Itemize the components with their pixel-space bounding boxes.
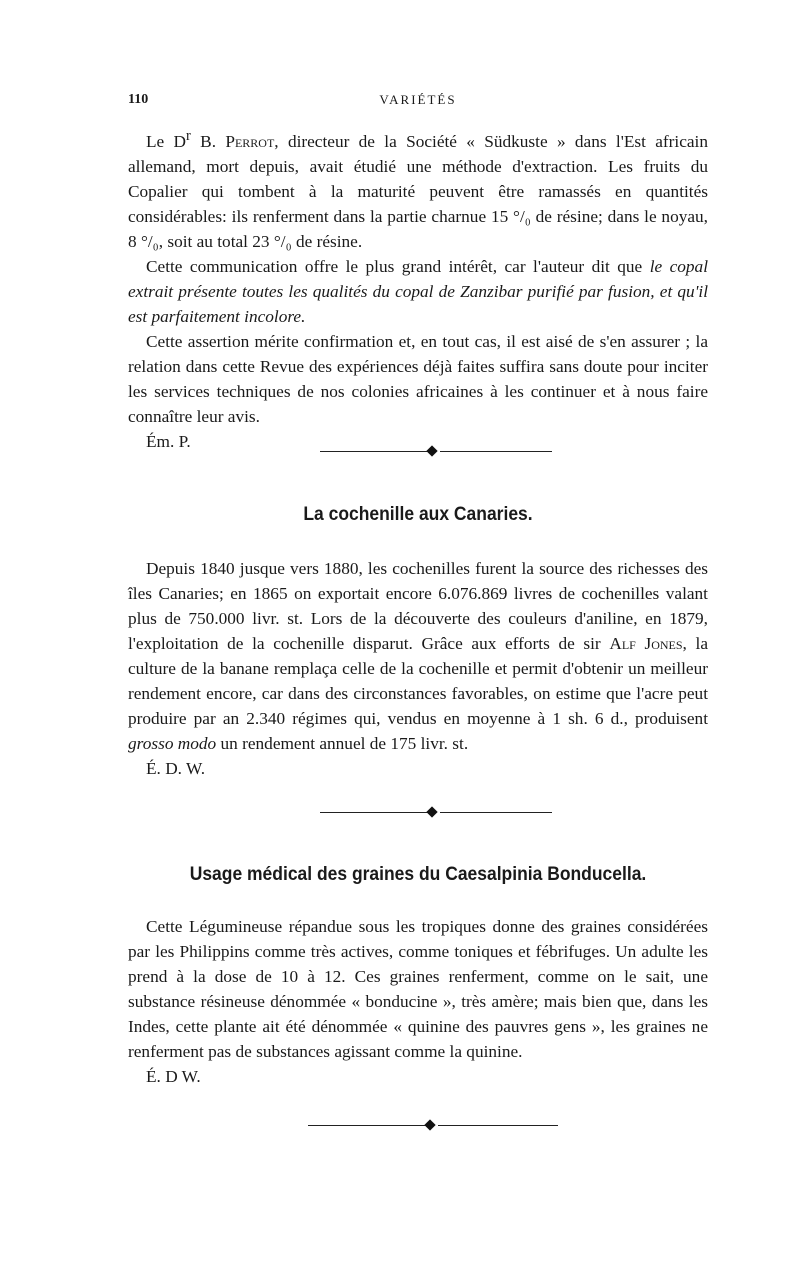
copal-paragraph-2 bbox=[128, 254, 708, 329]
caesalpinia-title: Usage médical des graines du Caesalpinia Bonducella. bbox=[189, 864, 647, 885]
text-run: un rendement annuel de 175 livr. st. bbox=[216, 734, 469, 753]
text-run: Depuis 1840 jusque vers 1880, les cochenilles furent la source des richesses des îles Canaries; en 1865 on exportait encore 6.076.869 livres de cochenilles valant plus de 750.000 livr. st. Lors de la découverte des couleurs d'aniline, en 1879, l'exploitation de la cochenille disparut. Grâce aux efforts de sir bbox=[128, 559, 708, 653]
text-run: B. bbox=[190, 131, 226, 151]
page-number: 110 bbox=[128, 92, 149, 107]
caesalpinia-signature: É. D W. bbox=[146, 1067, 201, 1086]
text-run: Alf Jones bbox=[609, 634, 683, 653]
text-run: r bbox=[186, 128, 191, 144]
copal-paragraph-3 bbox=[128, 329, 708, 429]
section-divider bbox=[308, 1120, 558, 1132]
text-run: Cette assertion mérite confirmation et, en tout cas, il est aisé de s'en assurer ; la relation dans cette Revue des expériences déjà faites suffira sans doute pour inciter les services techniques de nos colonies africaines à les continuer et à nous faire connaître leur avis. bbox=[128, 331, 708, 426]
caesalpinia-article bbox=[128, 914, 708, 1089]
copal-article bbox=[128, 124, 708, 454]
text-run: grosso modo bbox=[128, 734, 217, 753]
cochenille-signature: É. D. W. bbox=[146, 759, 206, 778]
text-run: Cette communication offre le plus grand intérêt, car l'auteur dit que bbox=[146, 256, 650, 276]
section-divider bbox=[320, 446, 552, 458]
running-head: VARIÉTÉS bbox=[379, 92, 457, 107]
copal-paragraph-1 bbox=[128, 124, 708, 254]
text-run: Perrot bbox=[225, 131, 275, 151]
cochenille-paragraph bbox=[128, 556, 708, 756]
cochenille-title: La cochenille aux Canaries. bbox=[303, 504, 533, 525]
copal-signature: Ém. P. bbox=[146, 431, 191, 451]
section-divider bbox=[320, 807, 552, 819]
caesalpinia-paragraph bbox=[128, 914, 708, 1064]
text-run: Le D bbox=[146, 131, 187, 151]
text-run: , la culture de la banane remplaça celle de la cochenille et permit d'obtenir un meilleur rendement encore, car dans des circonstances favorables, on estime que l'acre peut produire par an 2.340 régimes qui, vendus en moyenne à 1 sh. 6 d., produisent bbox=[128, 634, 708, 728]
text-run: , directeur de la Société « Südkuste » dans l'Est africain allemand, mort depuis, avait étudié une méthode d'extraction. Les fruits du Copalier qui tombent à la maturité peuvent être ramassés en quantités considérables: ils renferment dans la partie charnue 15 °/₀ de résine; dans le noyau, 8 °/₀, soit au total 23 °/₀ de résine. bbox=[128, 131, 708, 251]
page-header bbox=[128, 92, 708, 112]
text-run: Cette Légumineuse répandue sous les tropiques donne des graines considérées par les Philippins comme très actives, comme toniques et fébrifuges. Un adulte les prend à la dose de 10 à 12. Ces graines renferment, comme on le sait, une substance résineuse dénommée « bonducine », très amère; mais bien que, dans les Indes, cette plante ait été dénommée « quinine des pauvres gens », les graines ne renferment pas de substances agissant comme la quinine. bbox=[128, 917, 708, 1061]
text-run: le copal extrait présente toutes les qualités du copal de Zanzibar purifié par fusion, et qu'il est parfaitement incolore. bbox=[128, 256, 709, 326]
cochenille-article bbox=[128, 556, 708, 781]
